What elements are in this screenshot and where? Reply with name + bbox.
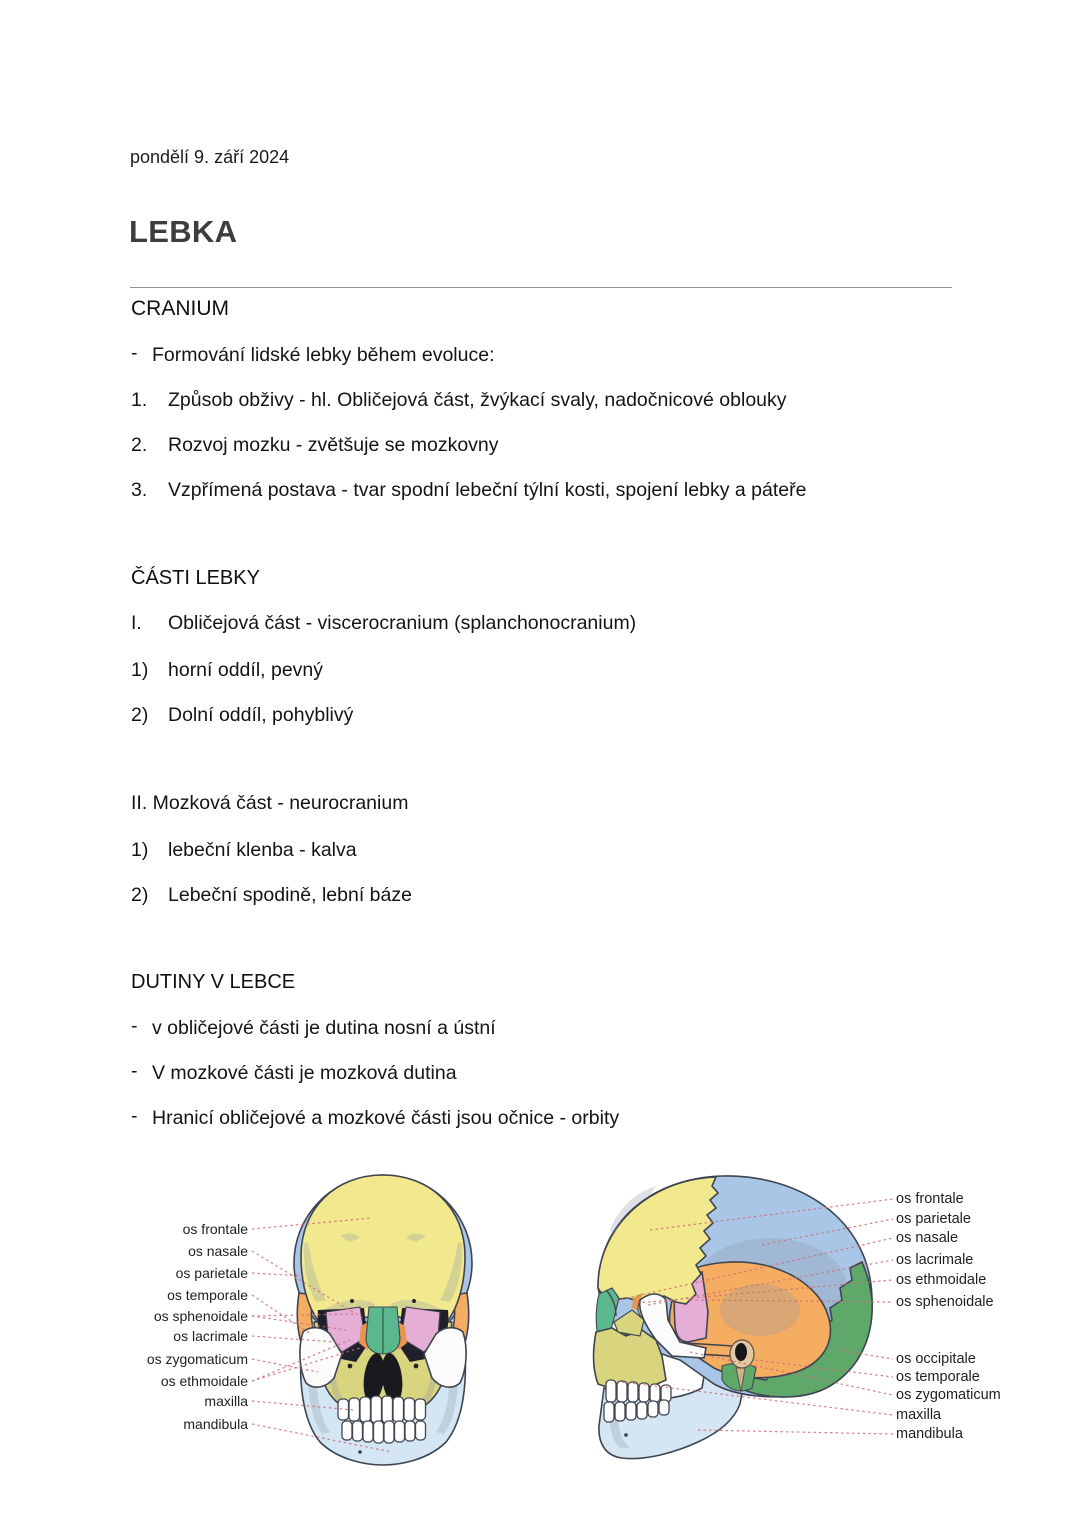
- list-marker: I.: [131, 612, 142, 634]
- list-item-text: Lebeční spodině, lební báze: [168, 884, 412, 906]
- skull-figures: [0, 1150, 1080, 1527]
- front-label-os-ethmoidale: os ethmoidale: [160, 1373, 248, 1389]
- front-label-os-lacrimale: os lacrimale: [173, 1328, 248, 1344]
- bullet-dash: -: [131, 1105, 138, 1127]
- page-title: LEBKA: [129, 214, 238, 249]
- list-item: [131, 433, 971, 457]
- side-label-mandibula: mandibula: [896, 1426, 963, 1442]
- list-item: [131, 611, 971, 635]
- side-label-os-zygomaticum: os zygomaticum: [896, 1387, 1001, 1403]
- section-heading-cranium: CRANIUM: [131, 297, 229, 320]
- list-item: [131, 1016, 971, 1040]
- front-label-maxilla: maxilla: [204, 1393, 248, 1409]
- side-label-os-frontale: os frontale: [896, 1191, 964, 1207]
- list-marker: 1): [131, 659, 149, 681]
- front-label-os-frontale: os frontale: [182, 1221, 248, 1237]
- front-skull-labels: [147, 1221, 248, 1432]
- list-item-text: Formování lidské lebky během evoluce:: [152, 344, 495, 366]
- list-item: [131, 883, 971, 907]
- side-skull-labels: [896, 1191, 1001, 1442]
- list-marker: 2): [131, 884, 149, 906]
- bullet-dash: -: [131, 342, 138, 364]
- front-lower-teeth: [342, 1421, 426, 1443]
- list-item-text: Rozvoj mozku - zvětšuje se mozkovny: [168, 434, 499, 456]
- section-heading-casti-lebky: ČÁSTI LEBKY: [131, 567, 260, 589]
- list-item: [131, 703, 971, 727]
- front-skull-figure: [294, 1175, 472, 1465]
- list-item-text: V mozkové části je mozková dutina: [152, 1062, 457, 1084]
- bullet-dash: -: [131, 1015, 138, 1037]
- note-date: pondělí 9. září 2024: [130, 147, 290, 167]
- list-item-text: Dolní oddíl, pohyblivý: [168, 704, 354, 726]
- list-item: [131, 1061, 971, 1085]
- list-item-text: horní oddíl, pevný: [168, 659, 324, 681]
- list-item: [131, 343, 971, 367]
- side-label-os-temporale: os temporale: [896, 1369, 980, 1385]
- list-item: [131, 388, 971, 412]
- list-item-text: Způsob obživy - hl. Obličejová část, žvýkací svaly, nadočnicové oblouky: [168, 389, 787, 411]
- list-item: [131, 791, 971, 815]
- list-marker: 1.: [131, 389, 148, 411]
- list-item-text: lebeční klenba - kalva: [168, 839, 357, 861]
- side-label-os-parietale: os parietale: [896, 1211, 971, 1227]
- front-label-os-nasale: os nasale: [188, 1243, 248, 1259]
- section-heading-dutiny: DUTINY V LEBCE: [131, 971, 296, 993]
- list-item: [131, 1106, 971, 1130]
- side-skull-figure: [594, 1176, 873, 1459]
- side-label-os-occipitale: os occipitale: [896, 1351, 976, 1367]
- list-marker: 2.: [131, 434, 148, 456]
- list-item-text: Hranicí obličejové a mozkové části jsou očnice - orbity: [152, 1107, 620, 1129]
- side-label-maxilla: maxilla: [896, 1407, 942, 1423]
- front-label-os-parietale: os parietale: [175, 1265, 248, 1281]
- list-marker: 1): [131, 839, 149, 861]
- list-item: [131, 658, 971, 682]
- list-item-text: II. Mozková část - neurocranium: [131, 792, 409, 814]
- front-label-os-sphenoidale: os sphenoidale: [153, 1308, 248, 1324]
- list-marker: 3.: [131, 479, 148, 501]
- side-label-os-sphenoidale: os sphenoidale: [896, 1294, 994, 1310]
- side-label-os-nasale: os nasale: [896, 1230, 959, 1246]
- side-label-os-lacrimale: os lacrimale: [896, 1252, 974, 1268]
- bullet-dash: -: [131, 1060, 138, 1082]
- front-label-os-temporale: os temporale: [167, 1287, 248, 1303]
- front-label-mandibula: mandibula: [183, 1416, 248, 1432]
- list-item-text: v obličejové části je dutina nosní a ústní: [152, 1017, 496, 1039]
- list-item-text: Vzpřímená postava - tvar spodní lebeční týlní kosti, spojení lebky a páteře: [168, 479, 807, 501]
- front-label-os-zygomaticum: os zygomaticum: [146, 1351, 248, 1367]
- side-ear-canal: [735, 1343, 747, 1361]
- list-item-text: Obličejová část - viscerocranium (splanchonocranium): [168, 612, 637, 634]
- list-item: [131, 478, 971, 502]
- list-marker: 2): [131, 704, 149, 726]
- side-label-os-ethmoidale: os ethmoidale: [896, 1272, 987, 1288]
- list-item: [131, 838, 971, 862]
- title-divider: [130, 287, 952, 288]
